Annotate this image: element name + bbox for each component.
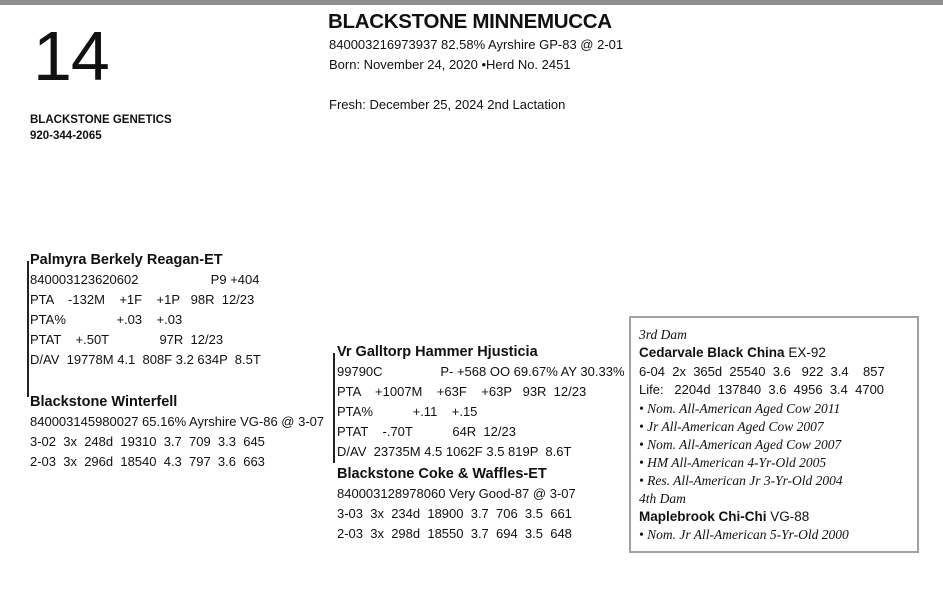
third-dam-honor: • Nom. All-American Aged Cow 2007 (639, 436, 842, 452)
top-rule (0, 0, 943, 5)
third-dam-lifetime: Life: 2204d 137840 3.6 4956 3.4 4700 (639, 382, 885, 397)
third-dam-honor: • HM All-American 4-Yr-Old 2005 (639, 454, 827, 470)
dam-line: 3-02 3x 248d 19310 3.7 709 3.3 645 (30, 434, 265, 449)
dams-sire-line: PTA +1007M +63F +63P 93R 12/23 (337, 384, 587, 399)
born-line: Born: November 24, 2020 •Herd No. 2451 (329, 57, 571, 72)
fourth-dam-title (639, 508, 917, 527)
sire-line: PTA% +.03 +.03 (30, 312, 183, 327)
consignor-block (30, 112, 172, 144)
sire-name: Palmyra Berkely Reagan-ET (30, 252, 223, 268)
granddam-line: 2-03 3x 298d 18550 3.7 694 3.5 648 (337, 526, 572, 541)
third-dam-honor: • Res. All-American Jr 3-Yr-Old 2004 (639, 472, 843, 488)
third-dam-title (639, 344, 917, 363)
fourth-dam-heading: 4th Dam (639, 490, 686, 506)
dam-line: 840003145980027 65.16% Ayrshire VG-86 @ 3-07 (30, 414, 325, 429)
dams-sire-line: D/AV 23735M 4.5 1062F 3.5 819P 8.6T (337, 444, 572, 459)
dams-sire-line: PTAT -.70T 64R 12/23 (337, 424, 516, 439)
granddam-line: 840003128978060 Very Good-87 @ 3-07 (337, 486, 576, 501)
sire-block (30, 250, 261, 370)
sire-bracket-line (27, 261, 29, 397)
granddam-line: 3-03 3x 234d 18900 3.7 706 3.5 661 (337, 506, 572, 521)
fourth-dam-name: Maplebrook Chi-Chi (639, 508, 767, 524)
third-dam-honor: • Jr All-American Aged Cow 2007 (639, 418, 824, 434)
fourth-dam-honor: • Nom. Jr All-American 5-Yr-Old 2000 (639, 527, 849, 542)
lot-number: 14 (33, 17, 109, 95)
sire-line: PTAT +.50T 97R 12/23 (30, 332, 224, 347)
dam-name: Blackstone Winterfell (30, 394, 178, 410)
animal-name: BLACKSTONE MINNEMUCCA (328, 10, 612, 33)
third-dam-honor: • Nom. All-American Aged Cow 2011 (639, 400, 841, 416)
sire-line: D/AV 19778M 4.1 808F 3.2 634P 8.5T (30, 352, 261, 367)
third-dam-heading: 3rd Dam (639, 327, 687, 342)
consignor-name: BLACKSTONE GENETICS (30, 114, 172, 126)
fourth-dam-classification: VG-88 (766, 508, 810, 524)
sire-line: 840003123620602 P9 +404 (30, 272, 260, 287)
third-dam-classification: EX-92 (784, 345, 826, 360)
granddam-name: Blackstone Coke & Waffles-ET (337, 466, 547, 482)
granddam-block (337, 464, 576, 544)
dams-sire-block (337, 342, 625, 462)
dams-sire-bracket-line (333, 353, 335, 463)
dam-line: 2-03 3x 296d 18540 4.3 797 3.6 663 (30, 454, 265, 469)
fresh-line: Fresh: December 25, 2024 2nd Lactation (329, 97, 566, 112)
consignor-phone: 920-344-2065 (30, 130, 102, 142)
dam-block (30, 392, 324, 472)
ancestry-box (629, 316, 919, 553)
registration-line: 840003216973937 82.58% Ayrshire GP-83 @ 2-01 (329, 37, 624, 52)
third-dam-record: 6-04 2x 365d 25540 3.6 922 3.4 857 (639, 363, 885, 379)
dams-sire-line: PTA% +.11 +.15 (337, 404, 478, 419)
dams-sire-name: Vr Galltorp Hammer Hjusticia (337, 344, 538, 360)
sire-line: PTA -132M +1F +1P 98R 12/23 (30, 292, 255, 307)
third-dam-name: Cedarvale Black China (639, 345, 785, 360)
dams-sire-line: 99790C P- +568 OO 69.67% AY 30.33% (337, 364, 625, 379)
